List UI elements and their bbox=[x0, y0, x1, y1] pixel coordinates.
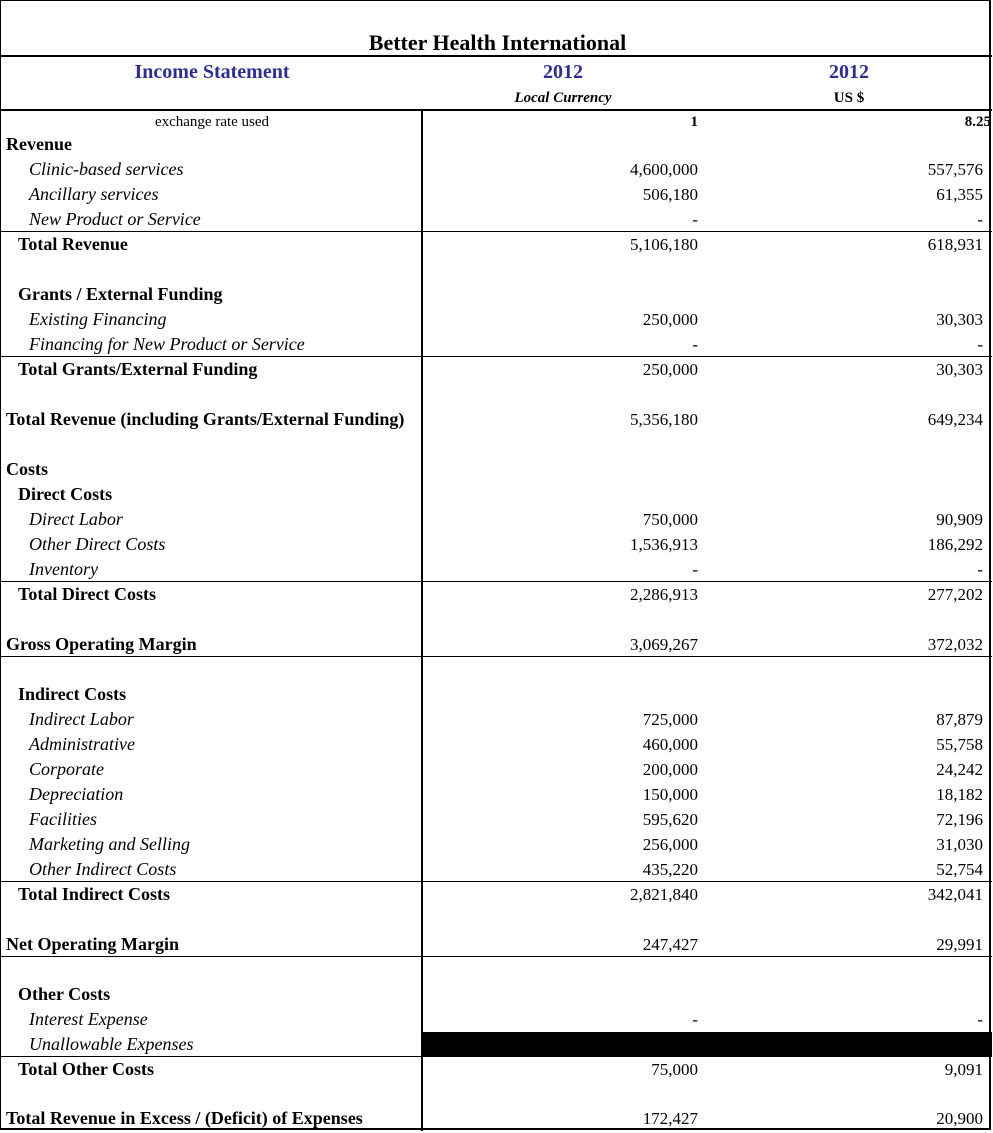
column-year-local: 2012 bbox=[543, 61, 583, 83]
row-usd-value: 186,292 bbox=[927, 535, 983, 554]
row-usd-value: 55,758 bbox=[936, 735, 983, 754]
row-usd-value: 618,931 bbox=[927, 235, 983, 254]
table-row bbox=[1, 382, 993, 407]
row-usd-value: 72,196 bbox=[936, 810, 983, 829]
row-local-value: 750,000 bbox=[642, 510, 698, 529]
row-local-value: 725,000 bbox=[642, 710, 698, 729]
table-row bbox=[1, 182, 993, 207]
row-label: Other Costs bbox=[18, 984, 111, 1004]
row-usd-value: 24,242 bbox=[936, 760, 983, 779]
table-row bbox=[1, 257, 993, 282]
table-row bbox=[1, 157, 993, 182]
table-row bbox=[1, 782, 993, 807]
table-row bbox=[1, 1032, 993, 1057]
row-usd-value: 90,909 bbox=[936, 510, 983, 529]
table-row bbox=[1, 582, 993, 607]
row-usd-value: - bbox=[977, 335, 983, 354]
row-label: Costs bbox=[6, 459, 49, 479]
table-row bbox=[1, 732, 993, 757]
row-usd-value: - bbox=[977, 1010, 983, 1029]
row-label: Total Grants/External Funding bbox=[18, 359, 258, 379]
row-usd-value: - bbox=[977, 560, 983, 579]
table-row bbox=[1, 457, 993, 482]
column-year-usd: 2012 bbox=[829, 61, 869, 83]
row-label: Unallowable Expenses bbox=[29, 1034, 194, 1054]
row-local-value: 256,000 bbox=[642, 835, 698, 854]
row-usd-value: 20,900 bbox=[936, 1109, 983, 1128]
row-usd-value: 52,754 bbox=[936, 860, 983, 879]
row-label: Other Direct Costs bbox=[29, 534, 166, 554]
table-row bbox=[1, 632, 993, 657]
row-local-value: 460,000 bbox=[642, 735, 698, 754]
table-row bbox=[1, 757, 993, 782]
table-row bbox=[1, 882, 993, 907]
table-row bbox=[1, 507, 993, 532]
row-label: Depreciation bbox=[29, 784, 124, 804]
table-row bbox=[1, 207, 993, 232]
row-label: Existing Financing bbox=[29, 309, 167, 329]
row-local-value: 435,220 bbox=[642, 860, 698, 879]
table-row bbox=[1, 957, 993, 982]
row-usd-value: 29,991 bbox=[936, 935, 983, 954]
table-row bbox=[1, 707, 993, 732]
table-row bbox=[1, 132, 993, 157]
row-label: Interest Expense bbox=[29, 1009, 148, 1029]
table-row bbox=[1, 282, 993, 307]
table-row bbox=[1, 232, 993, 257]
row-usd-value: 649,234 bbox=[927, 410, 983, 429]
row-label: Administrative bbox=[29, 734, 135, 754]
row-label: Corporate bbox=[29, 759, 105, 779]
company-name: Better Health International bbox=[368, 30, 627, 55]
table-row bbox=[1, 657, 993, 682]
row-label: Total Indirect Costs bbox=[18, 884, 171, 904]
row-usd-value: 30,303 bbox=[936, 310, 983, 329]
table-row bbox=[1, 1106, 993, 1131]
table-row bbox=[1, 557, 993, 582]
table-row bbox=[1, 407, 993, 432]
row-local-value: 250,000 bbox=[642, 310, 698, 329]
row-usd-value: 557,576 bbox=[927, 160, 983, 179]
exchange-rate-label: exchange rate used bbox=[154, 114, 270, 130]
row-local-value: 595,620 bbox=[642, 810, 698, 829]
row-label: Net Operating Margin bbox=[6, 934, 179, 954]
row-local-value: 3,069,267 bbox=[630, 635, 698, 654]
table-row bbox=[1, 832, 993, 857]
row-local-value: 5,356,180 bbox=[630, 410, 698, 429]
row-local-value: 200,000 bbox=[642, 760, 698, 779]
row-local-value: 5,106,180 bbox=[630, 235, 698, 254]
row-label: Direct Labor bbox=[29, 509, 123, 529]
table-row bbox=[1, 982, 993, 1007]
row-label: Indirect Labor bbox=[29, 709, 134, 729]
table-row bbox=[1, 932, 993, 957]
table-row bbox=[1, 532, 993, 557]
row-local-value: - bbox=[692, 210, 698, 229]
row-usd-value: 61,355 bbox=[936, 185, 983, 204]
row-usd-value: 277,202 bbox=[927, 585, 983, 604]
table-row bbox=[1, 682, 993, 707]
table-row bbox=[1, 432, 993, 457]
statement-title: Income Statement bbox=[134, 61, 290, 83]
row-label: Clinic-based services bbox=[29, 159, 184, 179]
table-row bbox=[1, 1082, 993, 1107]
row-label: Total Revenue (including Grants/External Funding) bbox=[6, 409, 405, 429]
row-label: Marketing and Selling bbox=[29, 834, 190, 854]
row-usd-value: 30,303 bbox=[936, 360, 983, 379]
row-label: Ancillary services bbox=[29, 184, 159, 204]
row-local-value: 506,180 bbox=[642, 185, 698, 204]
row-local-value: 2,286,913 bbox=[630, 585, 698, 604]
row-label: Total Revenue bbox=[18, 234, 128, 254]
row-label: Grants / External Funding bbox=[18, 284, 223, 304]
row-label: Financing for New Product or Service bbox=[29, 334, 305, 354]
row-usd-value: 18,182 bbox=[936, 785, 983, 804]
table-row bbox=[1, 1057, 993, 1082]
table-row bbox=[1, 1007, 993, 1032]
row-label: Facilities bbox=[29, 809, 97, 829]
table-row bbox=[1, 607, 993, 632]
row-label: Total Revenue in Excess / (Deficit) of Expenses bbox=[6, 1108, 363, 1128]
row-usd-value: 342,041 bbox=[927, 885, 983, 904]
row-local-value: - bbox=[692, 335, 698, 354]
column-currency-usd: US $ bbox=[833, 90, 865, 106]
row-local-value: 75,000 bbox=[651, 1060, 698, 1079]
row-usd-value: 87,879 bbox=[936, 710, 983, 729]
row-label: Gross Operating Margin bbox=[6, 634, 197, 654]
table-row bbox=[1, 332, 993, 357]
row-usd-value: 372,032 bbox=[927, 635, 983, 654]
row-usd-value: 31,030 bbox=[936, 835, 983, 854]
row-local-value: - bbox=[692, 1010, 698, 1029]
exchange-rate-usd: 8.25 bbox=[964, 114, 991, 130]
row-local-value: 1,536,913 bbox=[630, 535, 698, 554]
row-usd-value: - bbox=[977, 210, 983, 229]
row-label: New Product or Service bbox=[29, 209, 201, 229]
exchange-rate-local: 1 bbox=[690, 114, 698, 130]
table-row bbox=[1, 357, 993, 382]
table-row bbox=[1, 307, 993, 332]
header-top-rule bbox=[1, 55, 992, 57]
row-label: Total Direct Costs bbox=[18, 584, 156, 604]
row-label: Indirect Costs bbox=[18, 684, 127, 704]
table-row bbox=[1, 907, 993, 932]
row-local-value: 250,000 bbox=[642, 360, 698, 379]
row-local-value: 150,000 bbox=[642, 785, 698, 804]
row-local-value: 247,427 bbox=[642, 935, 698, 954]
table-row bbox=[1, 807, 993, 832]
column-currency-local: Local Currency bbox=[514, 90, 612, 106]
row-label: Total Other Costs bbox=[18, 1059, 155, 1079]
row-local-value: 172,427 bbox=[642, 1109, 698, 1128]
row-local-value: - bbox=[692, 560, 698, 579]
row-label: Direct Costs bbox=[18, 484, 113, 504]
table-row bbox=[1, 857, 993, 882]
row-label: Revenue bbox=[6, 134, 72, 154]
row-local-value: 4,600,000 bbox=[630, 160, 698, 179]
table-row bbox=[1, 482, 993, 507]
row-local-value: 2,821,840 bbox=[630, 885, 698, 904]
row-label: Inventory bbox=[29, 559, 98, 579]
row-label: Other Indirect Costs bbox=[29, 859, 177, 879]
row-usd-value: 9,091 bbox=[944, 1060, 983, 1079]
